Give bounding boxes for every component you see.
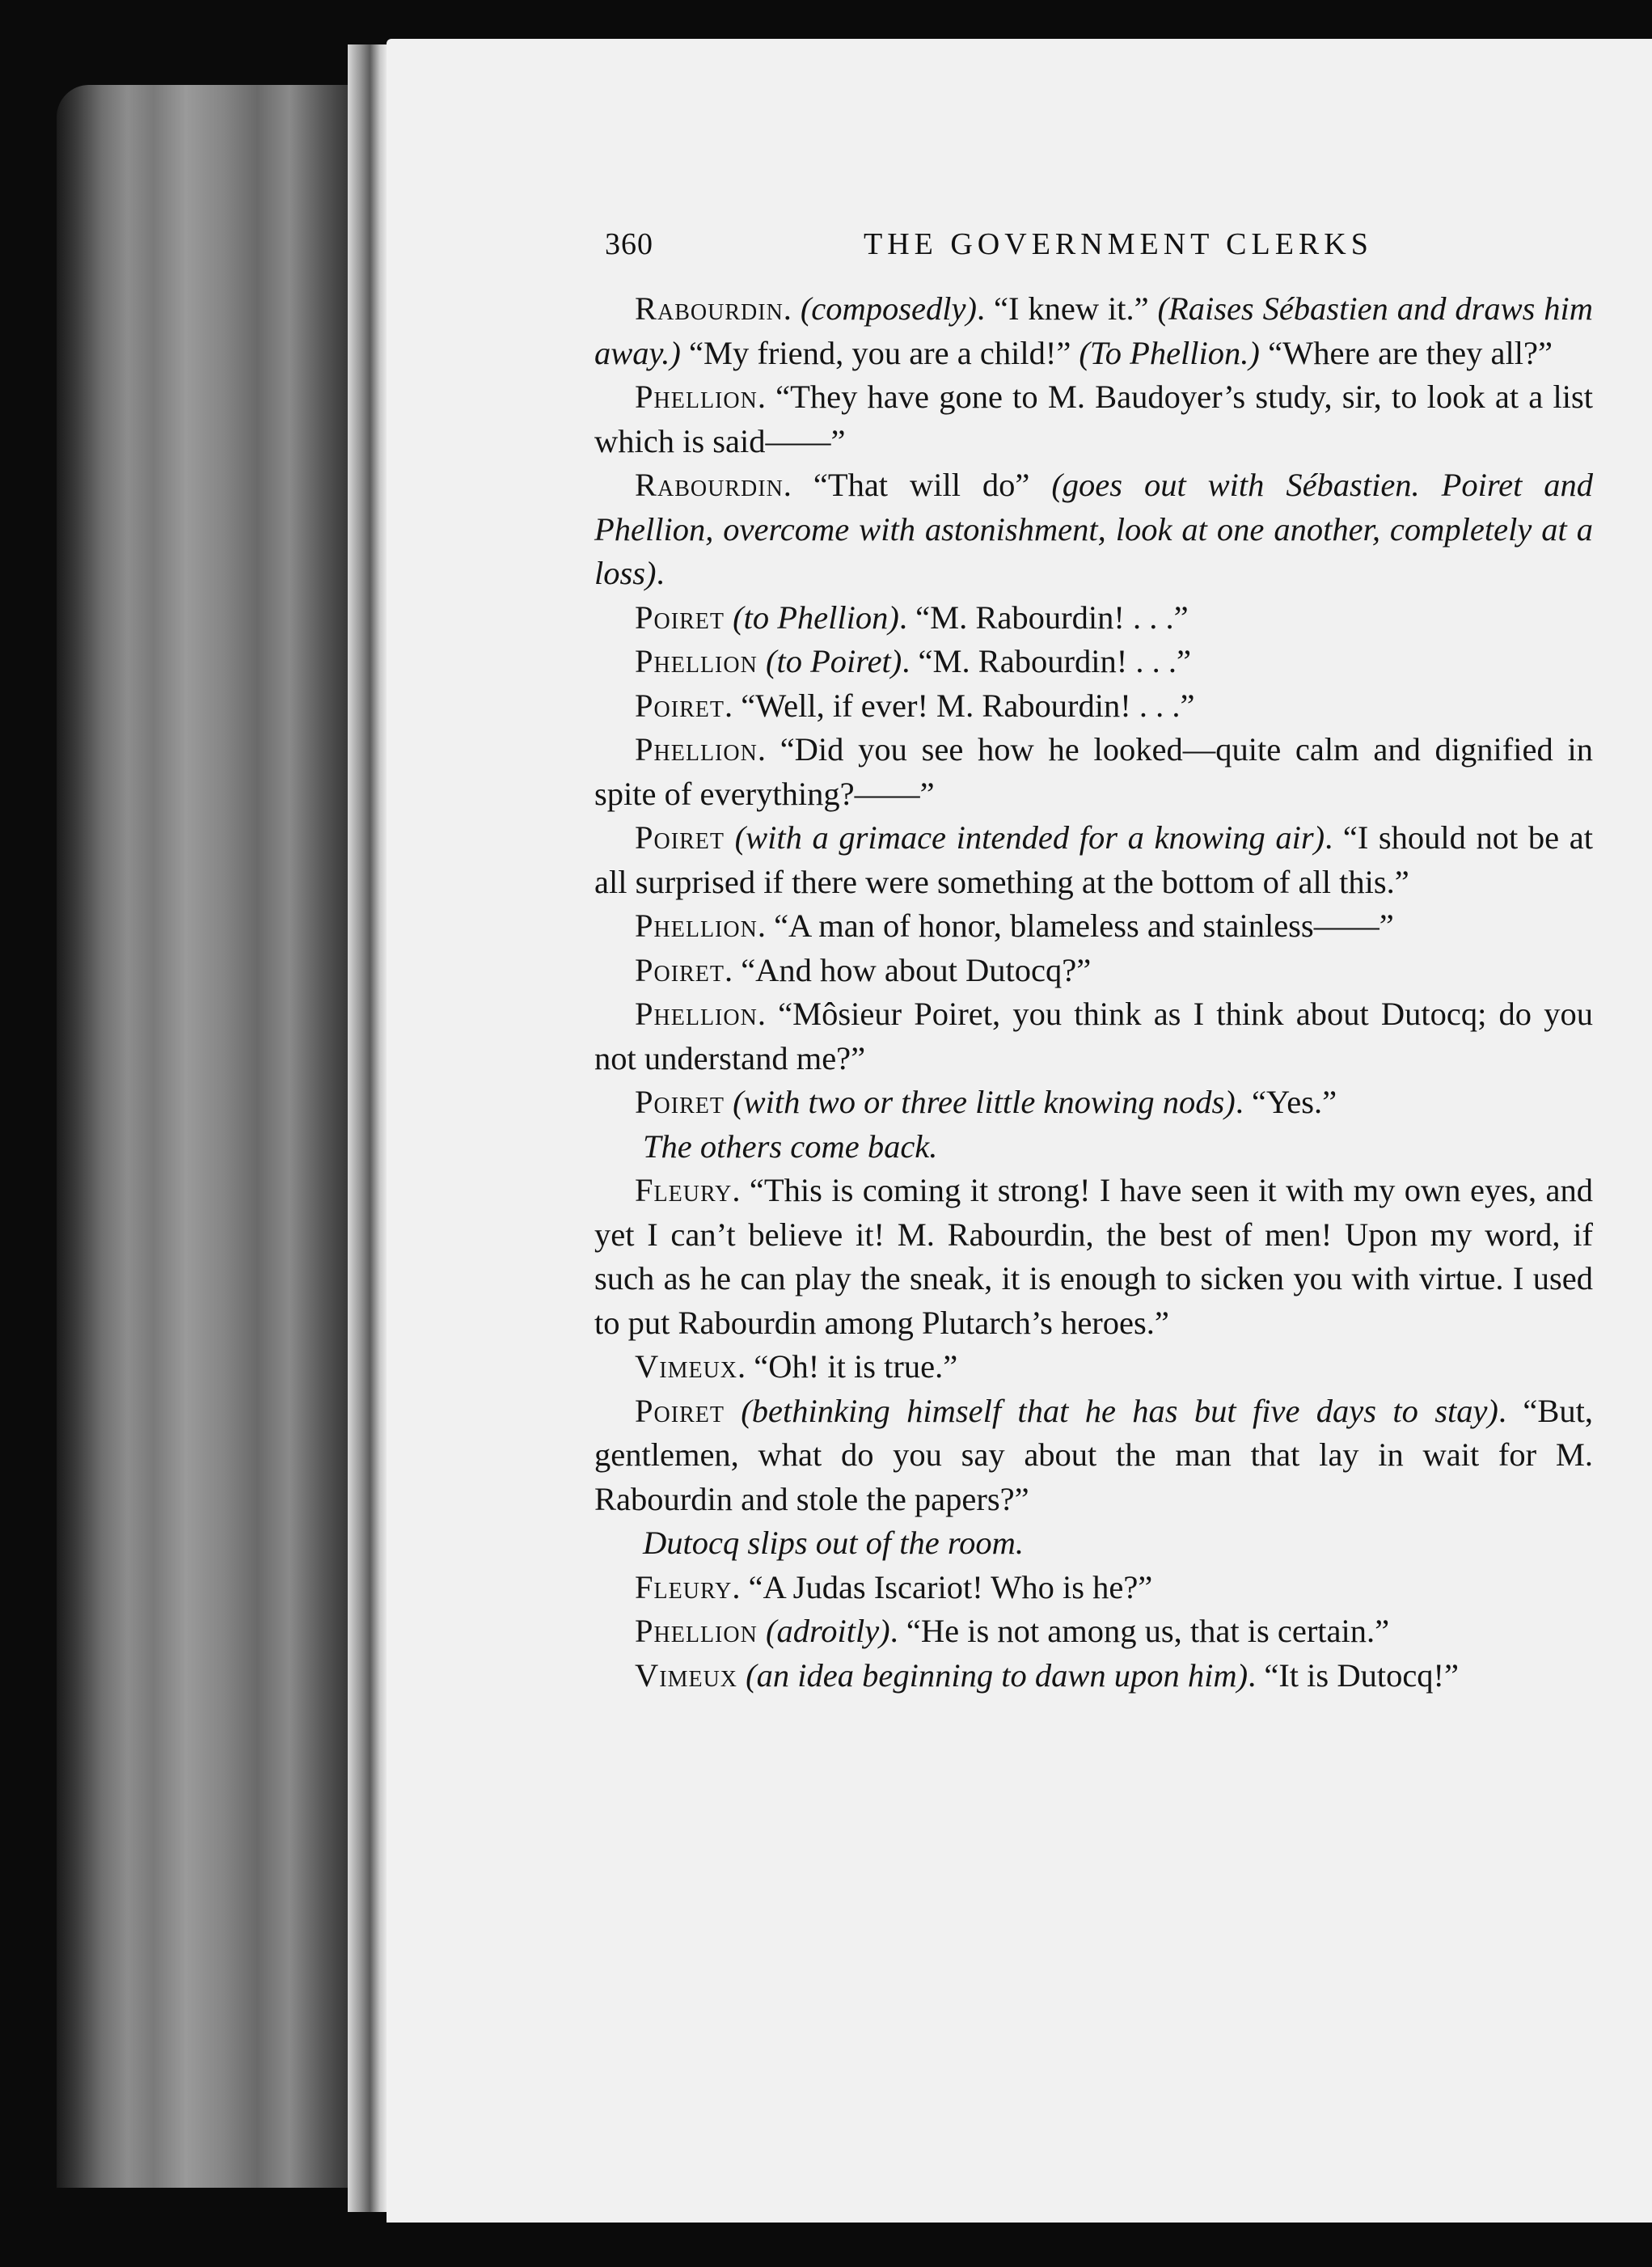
speaker-name: Vimeux	[635, 1348, 738, 1385]
page-number: 360	[605, 227, 653, 261]
stage-direction: (adroitly)	[765, 1613, 890, 1649]
speaker-punctuation: .	[724, 687, 741, 724]
speaker-name: Phellion	[635, 907, 758, 944]
speaker-punctuation: .	[757, 731, 780, 768]
stage-direction: (to Poiret)	[765, 643, 902, 679]
spoken-line: .	[656, 555, 665, 591]
stage-direction: (bethinking himself that he has but five days to stay)	[741, 1392, 1498, 1429]
speaker-punctuation: .	[724, 951, 741, 988]
speaker-name: Phellion	[635, 996, 758, 1032]
dialogue-paragraph	[594, 816, 1593, 904]
speaker-punctuation	[725, 1084, 733, 1120]
speaker-punctuation: .	[732, 1172, 750, 1208]
speaker-name: Rabourdin	[635, 467, 784, 503]
dialogue-paragraph	[594, 1169, 1593, 1345]
speaker-name: Poiret	[635, 1084, 725, 1120]
dialogue-paragraph	[594, 1389, 1593, 1522]
speaker-name: Vimeux	[635, 1656, 738, 1694]
speaker-punctuation: .	[757, 379, 776, 415]
speaker-punctuation: .	[783, 467, 813, 503]
stage-direction: (an idea beginning to dawn upon him)	[746, 1656, 1249, 1694]
speaker-punctuation	[737, 1657, 746, 1694]
dialogue-paragraph	[594, 684, 1593, 729]
dialogue-paragraph	[594, 1609, 1593, 1654]
speaker-punctuation: .	[757, 907, 775, 944]
speaker-punctuation: .	[732, 1568, 749, 1605]
spoken-line: “A man of honor, blameless and stainless——”	[774, 907, 1394, 944]
speaker-name: Poiret	[635, 687, 725, 724]
dialogue-block-1	[594, 287, 1593, 1125]
spoken-line: . “Yes.”	[1235, 1084, 1337, 1120]
spoken-line: “My friend, you are a child!”	[680, 334, 1080, 371]
spoken-line: “This is coming it strong! I have seen it with my own eyes, and yet I can’t believe it! M. Rabourdin, the best of men! Upon my word, if such as he can play the sneak, it is enough to sicken you with virtue. I used to put Rabourdin among Plutarch’s heroes.”	[594, 1172, 1594, 1341]
dialogue-paragraph	[594, 904, 1593, 949]
speaker-name: Poiret	[635, 951, 725, 988]
speaker-name: Fleury	[635, 1568, 733, 1605]
stage-direction: (goes out with Sébastien. Poiret and Phellion, overcome with astonishment, look at one another, completely at a loss)	[594, 467, 1593, 591]
dialogue-paragraph	[594, 728, 1593, 816]
speaker-punctuation	[758, 643, 766, 679]
dialogue-paragraph	[594, 287, 1593, 375]
speaker-punctuation: .	[737, 1348, 754, 1385]
speaker-name: Poiret	[635, 598, 725, 636]
spoken-line: . “M. Rabourdin! . . .”	[902, 643, 1191, 679]
dialogue-paragraph	[594, 375, 1593, 463]
dialogue-paragraph	[594, 596, 1593, 641]
running-head: THE GOVERNMENT CLERKS	[864, 227, 1373, 261]
stage-direction: (To Phellion.)	[1079, 334, 1260, 371]
dialogue-paragraph	[594, 949, 1593, 993]
spoken-line: . “But, gentlemen, what do you say about the man that lay in wait for M. Rabourdin and stole the papers?”	[594, 1392, 1593, 1517]
dialogue-paragraph	[594, 1345, 1593, 1389]
speaker-punctuation: .	[757, 996, 779, 1032]
speaker-name: Poiret	[635, 819, 725, 856]
dialogue-paragraph	[594, 992, 1593, 1081]
page-header	[605, 226, 1583, 267]
speaker-punctuation	[758, 1613, 766, 1649]
dialogue-paragraph	[594, 463, 1593, 596]
stage-direction: (with a grimace intended for a knowing air)	[734, 819, 1325, 856]
spoken-line: . “It is Dutocq!”	[1248, 1656, 1460, 1694]
spoken-line: . “M. Rabourdin! . . .”	[898, 598, 1189, 636]
speaker-punctuation: .	[783, 290, 801, 327]
speaker-punctuation	[725, 599, 733, 636]
stage-direction-2: Dutocq slips out of the room.	[643, 1525, 1024, 1561]
speaker-name: Phellion	[635, 643, 758, 679]
speaker-name: Fleury	[635, 1172, 733, 1208]
spoken-line: “Did you see how he looked—quite calm and dignified in spite of everything?——”	[594, 731, 1594, 812]
speaker-name: Phellion	[635, 379, 758, 415]
spoken-line: . “He is not among us, that is certain.”	[889, 1613, 1390, 1649]
spoken-line: “Môsieur Poiret, you think as I think about Dutocq; do you not understand me?”	[594, 996, 1593, 1076]
spoken-line: “Oh! it is true.”	[754, 1348, 958, 1385]
dialogue-paragraph	[594, 1566, 1593, 1610]
spoken-line: “Well, if ever! M. Rabourdin! . . .”	[741, 687, 1195, 724]
stage-direction: (to Phellion)	[733, 598, 899, 636]
page-edge	[348, 44, 388, 2212]
speaker-name: Phellion	[635, 1613, 758, 1649]
spoken-line: “Where are they all?”	[1259, 334, 1553, 371]
dialogue-paragraph	[594, 1081, 1593, 1125]
spoken-line: “That will do”	[813, 467, 1052, 503]
speaker-punctuation	[725, 819, 735, 856]
dialogue-block-2	[594, 1169, 1593, 1521]
stage-direction-1: The others come back.	[643, 1127, 938, 1165]
dialogue-block-3	[594, 1566, 1593, 1698]
stage-direction: (composedly)	[800, 290, 977, 327]
spoken-line: . “I knew it.”	[976, 290, 1158, 327]
speaker-name: Phellion	[635, 731, 758, 768]
spoken-line: “They have gone to M. Baudoyer’s study, sir, to look at a list which is said——”	[594, 379, 1593, 459]
book-spine	[57, 85, 380, 2188]
stage-direction: (Raises Sébastien and draws him away.)	[594, 290, 1594, 371]
speaker-punctuation	[725, 1393, 741, 1429]
dialogue-paragraph	[594, 1654, 1593, 1698]
dialogue-paragraph	[594, 640, 1593, 684]
spoken-line: “And how about Dutocq?”	[741, 951, 1092, 988]
body-text	[594, 287, 1593, 1698]
spoken-line: “A Judas Iscariot! Who is he?”	[748, 1568, 1153, 1605]
speaker-name: Rabourdin	[635, 290, 784, 327]
speaker-name: Poiret	[635, 1392, 725, 1429]
spoken-line: . “I should not be at all surprised if there were something at the bottom of all this.”	[594, 819, 1593, 900]
stage-direction: (with two or three little knowing nods)	[733, 1084, 1236, 1120]
